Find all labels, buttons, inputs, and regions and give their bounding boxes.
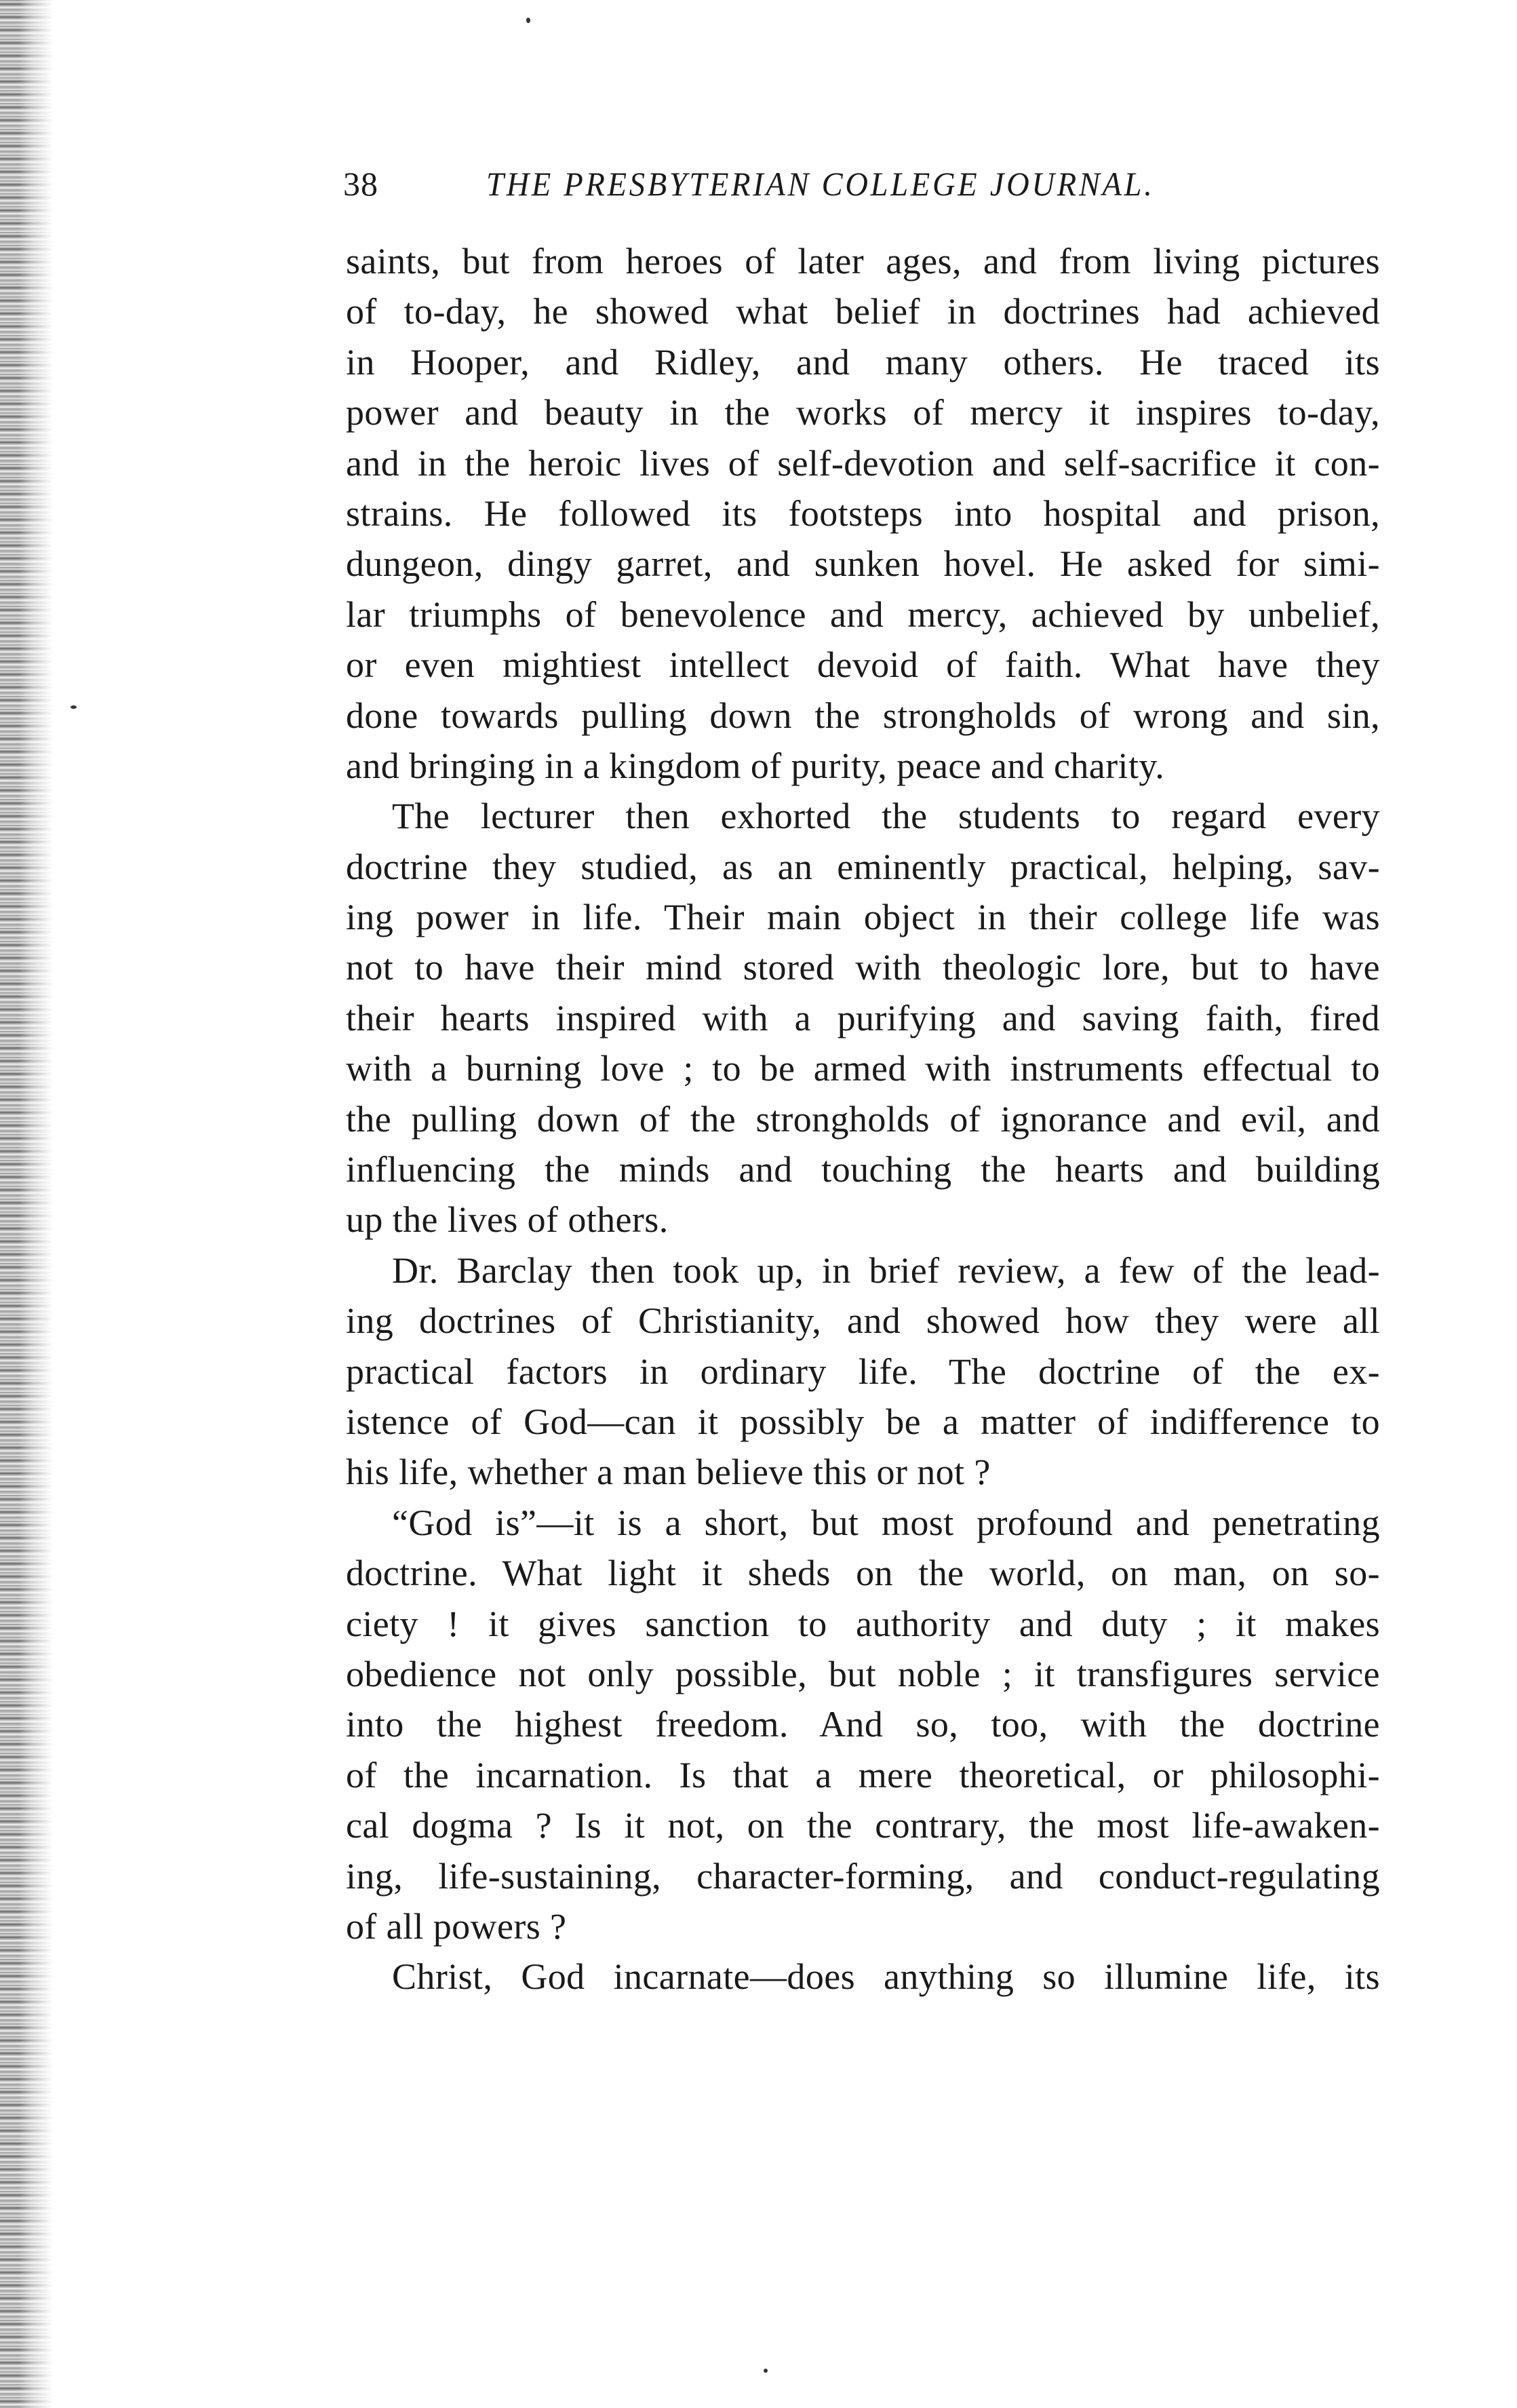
print-speck	[526, 18, 530, 23]
text-line: saints, but from heroes of later ages, and from living pictures	[346, 241, 1380, 281]
print-speck	[71, 705, 77, 709]
text-line: his life, whether a man believe this or not ?	[346, 1452, 991, 1493]
text-line: doctrine. What light it sheds on the world, on man, on so-	[346, 1553, 1380, 1594]
text-line: dungeon, dingy garret, and sunken hovel. He asked for simi-	[346, 543, 1380, 585]
text-line: of all powers ?	[346, 1905, 567, 1947]
binding-edge-shadow	[0, 0, 53, 2408]
text-line: of to-day, he showed what belief in doctrines had achieved	[346, 291, 1380, 332]
text-line: and in the heroic lives of self-devotion and self-sacrifice it con-	[346, 442, 1380, 484]
text-line: done towards pulling down the strongholds of wrong and sin,	[346, 695, 1380, 736]
running-head	[343, 160, 1374, 208]
text-line: Christ, God incarnate—does anything so illumine life, its	[392, 1956, 1380, 1998]
text-line: obedience not only possible, but noble ; it transfigures service	[346, 1653, 1380, 1694]
text-line: not to have their mind stored with theologic lore, but to have	[346, 947, 1380, 988]
text-line: The lecturer then exhorted the students to regard every	[392, 796, 1380, 837]
text-line: ing doctrines of Christianity, and showed how they were all	[346, 1300, 1380, 1342]
journal-title: THE PRESBYTERIAN COLLEGE JOURNAL.	[486, 165, 1155, 203]
text-line: practical factors in ordinary life. The doctrine of the ex-	[346, 1351, 1380, 1392]
text-line: lar triumphs of benevolence and mercy, achieved by unbelief,	[346, 594, 1380, 635]
body-text	[346, 236, 1380, 2002]
text-line: “God is”—it is a short, but most profound and penetrating	[392, 1502, 1380, 1543]
text-line: power and beauty in the works of mercy it inspires to-day,	[346, 392, 1380, 433]
text-line: strains. He followed its footsteps into hospital and prison,	[346, 492, 1380, 534]
text-line: doctrine they studied, as an eminently practical, helping, sav-	[346, 846, 1380, 887]
text-line: ing power in life. Their main object in their college life was	[346, 897, 1380, 938]
text-line: the pulling down of the strongholds of ignorance and evil, and	[346, 1098, 1380, 1140]
text-line: or even mightiest intellect devoid of faith. What have they	[346, 644, 1380, 686]
text-line: Dr. Barclay then took up, in brief review, a few of the lead-	[392, 1249, 1380, 1291]
text-line: into the highest freedom. And so, too, with the doctrine	[346, 1704, 1380, 1745]
text-line: up the lives of others.	[346, 1199, 669, 1241]
text-line: with a burning love ; to be armed with instruments effectual to	[346, 1048, 1380, 1089]
text-line: cal dogma ? Is it not, on the contrary, the most life-awaken-	[346, 1805, 1380, 1846]
text-line: ciety ! it gives sanction to authority and duty ; it makes	[346, 1603, 1380, 1644]
text-line: of the incarnation. Is that a mere theoretical, or philosophi-	[346, 1754, 1380, 1795]
text-line: in Hooper, and Ridley, and many others. He traced its	[346, 341, 1380, 383]
text-line: and bringing in a kingdom of purity, peace and charity.	[346, 745, 1165, 786]
page-number: 38	[343, 165, 378, 203]
text-line: istence of God—can it possibly be a matter of indifference to	[346, 1401, 1380, 1442]
text-line: ing, life-sustaining, character-forming, and conduct-regulating	[346, 1855, 1380, 1897]
print-speck	[764, 2369, 768, 2373]
text-line: influencing the minds and touching the hearts and building	[346, 1149, 1380, 1190]
text-line: their hearts inspired with a purifying and saving faith, fired	[346, 997, 1380, 1038]
